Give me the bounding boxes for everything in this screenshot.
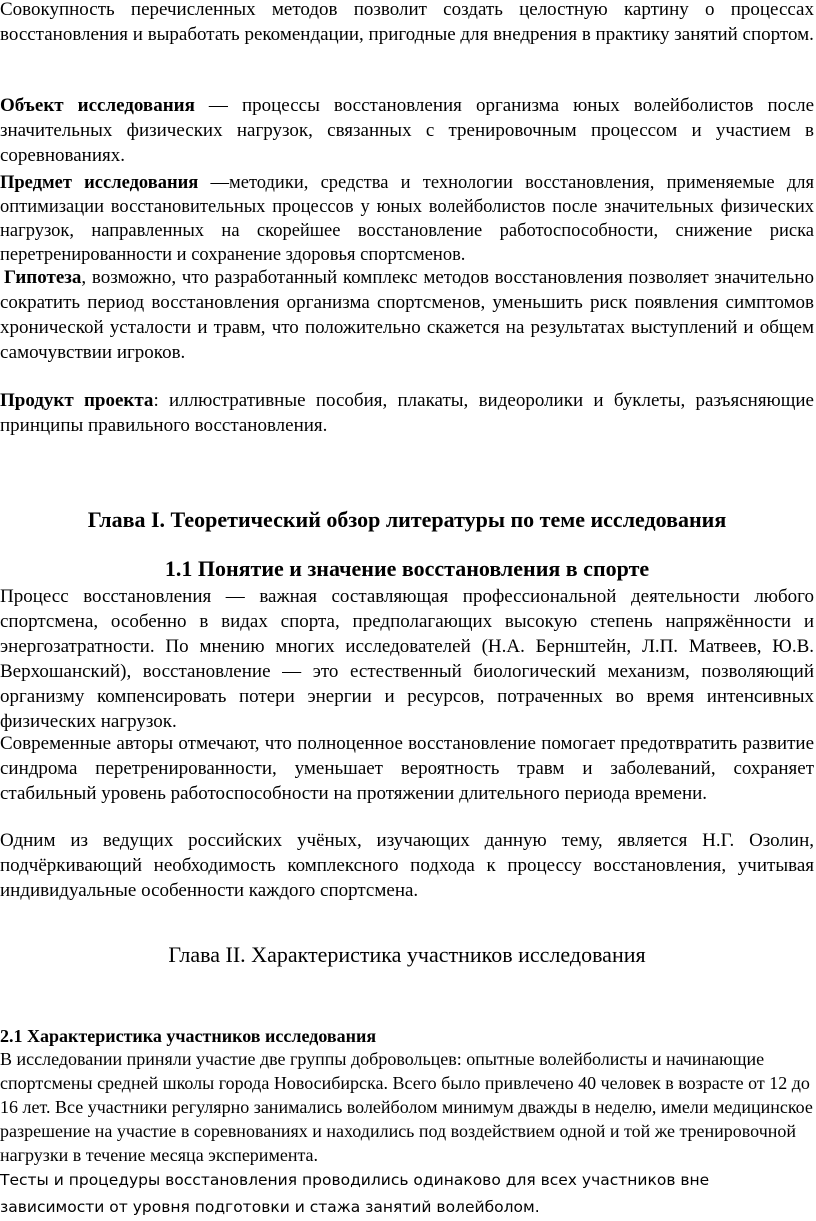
hypothesis-paragraph — [0, 265, 814, 365]
product-text: : иллюстративные пособия, плакаты, видеоролики и буклеты, разъясняющие принципы правильного восстановления. — [0, 390, 814, 436]
intro-paragraph: Совокупность перечисленных методов позволит создать целостную картину о процессах восстановления и выработать рекомендации, пригодные для внедрения в практику занятий спортом. — [0, 0, 814, 45]
chapter1-paragraph-2: Современные авторы отмечают, что полноценное восстановление помогает предотвратить развитие синдрома перетренированности, уменьшает вероятность травм и заболеваний, сохраняет стабильный уровень работоспособности на протяжении длительного периода времени. — [0, 733, 814, 804]
object-text: — процессы восстановления организма юных волейболистов после значительных физических нагрузок, связанных с тренировочным процессом и участием в соревнованиях. — [0, 95, 815, 166]
product-paragraph — [0, 388, 814, 438]
chapter2-section-title: 2.1 Характеристика участников исследования — [0, 1026, 377, 1046]
subject-label: Предмет исследования — [0, 173, 199, 193]
chapter2-paragraph-sans: Тесты и процедуры восстановления проводились одинаково для всех участников вне зависимости от уровня подготовки и стажа занятий волейболом. — [0, 1171, 710, 1216]
object-label: Объект исследования — [0, 95, 195, 116]
chapter2-title: Глава II. Характеристика участников исследования — [168, 942, 646, 967]
hypothesis-text: , возможно, что разработанный комплекс методов восстановления позволяет значительно сократить период восстановления организма спортсменов, уменьшить риск появления симптомов хронической усталости и травм, что положительно скажется на результатах выступлений и общем самочувствии игроков. — [0, 267, 814, 363]
subject-text: —методики, средства и технологии восстановления, применяемые для оптимизации восстановительных процессов у юных волейболистов после значительных физических нагрузок, направленных на скорейшее восстановление работоспособности, снижение риска перетренированности и сохранение здоровья спортсменов. — [0, 173, 814, 265]
chapter1-paragraph-1: Процесс восстановления — важная составляющая профессиональной деятельности любого спортсмена, особенно в видах спорта, предполагающих высокую степень напряжённости и энергозатратности. По мнению многих исследователей (Н.А. Бернштейн, Л.П. Матвеев, Ю.В. Верхошанский), восстановление — это естественный биологический механизм, позволяющий организму компенсировать потери энергии и ресурсов, потраченных во время интенсивных физических нагрузок. — [0, 586, 814, 732]
product-label: Продукт проекта — [0, 390, 154, 411]
hypothesis-label: Гипотеза — [4, 267, 82, 288]
chapter2-paragraph: В исследовании приняли участие две группы добровольцев: опытные волейболисты и начинающие спортсмены средней школы города Новосибирска. Всего было привлечено 40 человек в возрасте от 12 до 16 лет. Все участники регулярно занимались волейболом минимум дважды в неделю, имели медицинское разрешение на участие в соревнованиях и находились под воздействием одной и той же тренировочной нагрузки в течение месяца эксперимента. — [0, 1049, 813, 1165]
subject-paragraph — [0, 171, 814, 267]
object-paragraph — [0, 93, 814, 168]
chapter1-title: Глава I. Теоретический обзор литературы по теме исследования — [87, 507, 727, 532]
chapter1-section-title: 1.1 Понятие и значение восстановления в спорте — [164, 556, 650, 581]
chapter1-paragraph-3: Одним из ведущих российских учёных, изучающих данную тему, является Н.Г. Озолин, подчёркивающий необходимость комплексного подхода к процессу восстановления, учитывая индивидуальные особенности каждого спортсмена. — [0, 830, 814, 901]
